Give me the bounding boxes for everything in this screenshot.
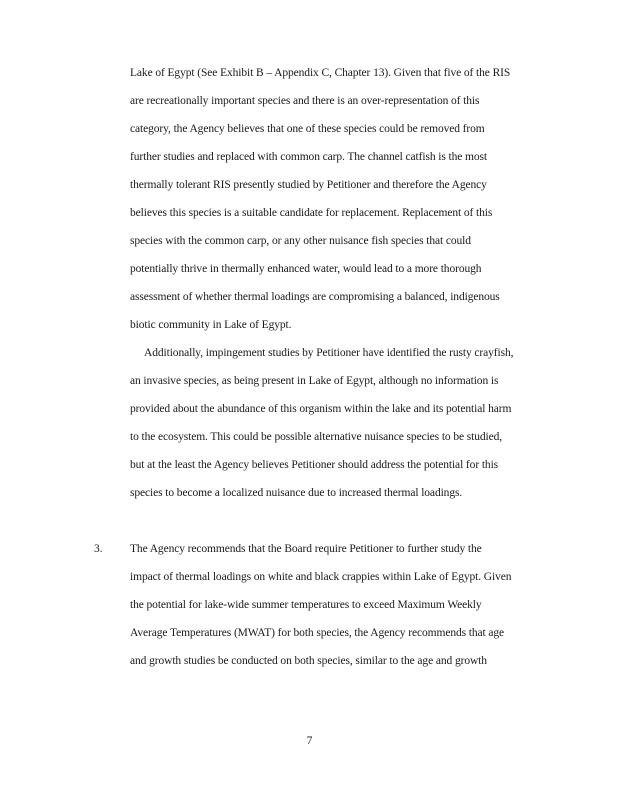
text-line: believes this species is a suitable candidate for replacement. Replacement of this	[130, 207, 493, 219]
text-line: Lake of Egypt (See Exhibit B – Appendix C, Chapter 13). Given that five of the RIS	[130, 67, 511, 79]
text-line: the potential for lake-wide summer temperatures to exceed Maximum Weekly	[130, 599, 482, 611]
text-line: Average Temperatures (MWAT) for both species, the Agency recommends that age	[130, 627, 505, 639]
text-line: The Agency recommends that the Board require Petitioner to further study the	[130, 543, 482, 555]
text-line: species to become a localized nuisance due to increased thermal loadings.	[130, 487, 463, 499]
text-line: impact of thermal loadings on white and black crappies within Lake of Egypt. Given	[130, 571, 512, 583]
text-line: and growth studies be conducted on both species, similar to the age and growth	[130, 655, 487, 667]
text-line: thermally tolerant RIS presently studied by Petitioner and therefore the Agency	[130, 179, 487, 191]
text-line: further studies and replaced with common carp. The channel catfish is the most	[130, 151, 488, 163]
text-line: are recreationally important species and there is an over-representation of this	[130, 95, 480, 107]
text-line: potentially thrive in thermally enhanced water, would lead to a more thorough	[130, 263, 482, 275]
page-number: 7	[306, 735, 313, 747]
text-line: species with the common carp, or any other nuisance fish species that could	[130, 235, 471, 247]
text-line: an invasive species, as being present in Lake of Egypt, although no information is	[130, 375, 499, 387]
item-number: 3.	[94, 543, 103, 555]
text-line: category, the Agency believes that one of these species could be removed from	[130, 123, 485, 135]
text-line: Additionally, impingement studies by Petitioner have identified the rusty crayfish,	[144, 347, 514, 359]
text-line: provided about the abundance of this organism within the lake and its potential harm	[130, 403, 512, 415]
text-line: assessment of whether thermal loadings are compromising a balanced, indigenous	[130, 291, 500, 303]
text-line: but at the least the Agency believes Petitioner should address the potential for this	[130, 459, 499, 471]
text-line: to the ecosystem. This could be possible alternative nuisance species to be studied,	[130, 431, 503, 443]
text-line: biotic community in Lake of Egypt.	[130, 319, 292, 331]
